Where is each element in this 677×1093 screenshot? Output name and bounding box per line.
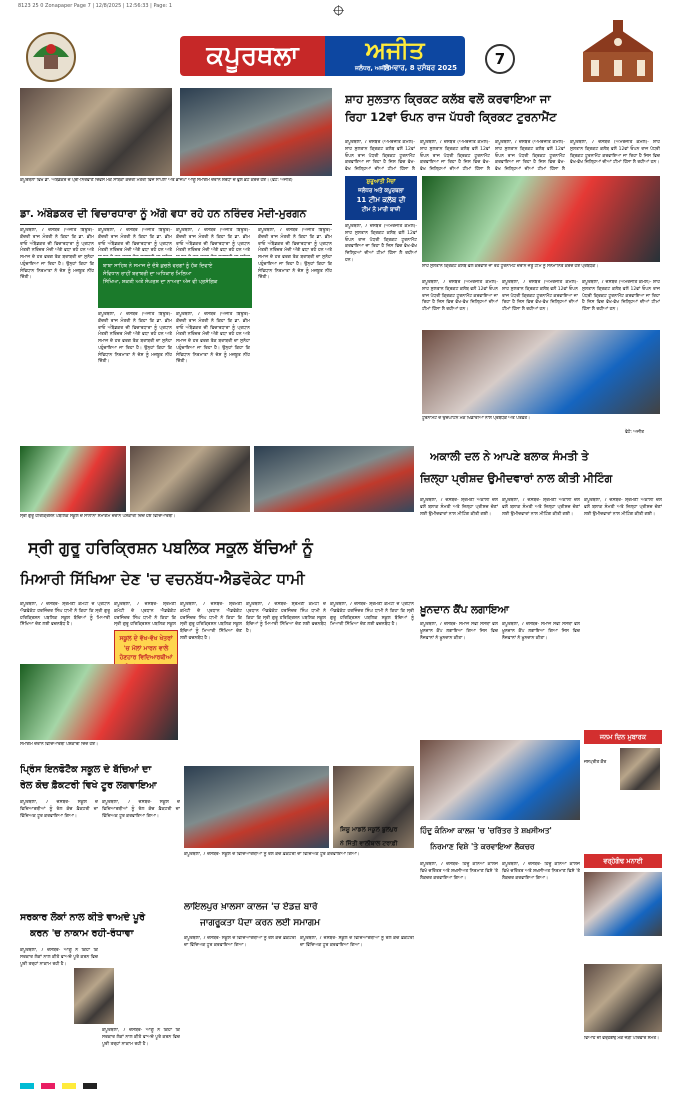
school-headline-line2: ਮਿਆਰੀ ਸਿੱਖਿਆ ਦੇਣ 'ਚ ਵਚਨਬੱਧ-ਐਡਵੋਕੇਟ ਧਾਮੀ [20, 570, 305, 588]
anniversary-photo-2 [584, 964, 662, 1032]
photo-byline: ਫੋਟੋ: ਅਜੀਤ [625, 430, 644, 435]
blood-camp-headline: ਖ਼ੂਨਦਾਨ ਕੈਂਪ ਲਗਾਇਆ [420, 604, 509, 616]
ambedkar-highlight-box [98, 258, 252, 308]
highlight-item: ਸਿੱਖਿਆ, ਸ਼ਕਤੀ ਅਤੇ ਸੰਘਰਸ਼ ਦਾ ਨਾਅਰਾ ਅੱਜ ਵੀ ਪ੍ਰਸੰਗਿਕ [103, 279, 218, 286]
sarkar-headline-line1: ਸਰਕਾਰ ਲੋਕਾਂ ਨਾਲ ਕੀਤੇ ਵਾਅਦੇ ਪੂਰੇ [20, 912, 146, 923]
sarkar-body-1: ਕਪੂਰਥਲਾ, 7 ਦਸੰਬਰ- ਆਗੂ ਨੇ ਕਿਹਾ ਕਿ ਸਰਕਾਰ ਲੋਕਾਂ ਨਾਲ ਕੀਤੇ ਵਾਅਦੇ ਪੂਰੇ ਕਰਨ ਵਿਚ ਪੂਰੀ ਤਰ੍ਹਾਂ ਨਾਕਾਮ ਰਹੀ ਹੈ। [20, 948, 98, 967]
ceremony-photo-caption: ਕਪੂਰਥਲਾ ਵਿਖੇ ਡਾ. ਅੰਬੇਡਕਰ ਦੇ ਪ੍ਰੀ-ਨਿਰਵਾਣ ਦਿਵਸ ਮੌਕੇ ਸਾਬਕਾ ਕੇਂਦਰੀ ਮੰਤਰੀ ਵਿਜੇ ਸਾਂਪਲਾ ਅਤੇ ਭਾਜਪਾ ਆਗੂ ਸਮਾਗਮ ਦੌਰਾਨ ਸ਼ਰਧਾ ਦੇ ਫੁੱਲ ਭੇਟ ਕਰਦੇ ਹੋਏ। (ਫੋਟੋ: ਅਜੀਤ) [20, 178, 293, 183]
akali-body-2: ਕਪੂਰਥਲਾ, 7 ਦਸੰਬਰ- ਸ਼੍ਰੋਮਣੀ ਅਕਾਲੀ ਦਲ ਵਲੋਂ ਬਲਾਕ ਸੰਮਤੀ ਅਤੇ ਜ਼ਿਲ੍ਹਾ ਪ੍ਰੀਸ਼ਦ ਚੋਣਾਂ ਲਈ ਉਮੀਦਵਾਰਾਂ ਨਾਲ ਮੀਟਿੰਗ ਕੀਤੀ ਗਈ। [502, 498, 580, 517]
info-line: 11 ਟੀਮ ਕਲੱਬ ਦੀ [356, 196, 406, 205]
cricket-body-c: ਕਪੂਰਥਲਾ, 7 ਦਸੰਬਰ (ਅਮਰਜੀਤ ਕੋਮਲ)- ਸ਼ਾਹ ਸੁਲਤਾਨ ਕ੍ਰਿਕਟ ਕਲੱਬ ਵਲੋਂ 12ਵਾਂ ਓਪਨ ਰਾਜ ਪੱਧਰੀ ਕ੍ਰਿਕਟ ਟੂਰਨਾਮੈਂਟ ਕਰਵਾਇਆ ਜਾ ਰਿਹਾ ਹੈ ਜਿਸ ਵਿਚ ਵੱਖ-ਵੱਖ ਜ਼ਿਲ੍ਹਿਆਂ ਦੀਆਂ ਟੀਮਾਂ ਹਿੱਸਾ ਲੈ [495, 140, 565, 172]
kanya-headline-line2: ਨਿਰਮਾਣ ਵਿਸ਼ੇ 'ਤੇ ਕਰਵਾਇਆ ਲੈਕਚਰ [430, 842, 535, 851]
edition-subtitle: ਜਲੰਧਰ, ਅਜੀਤ [355, 65, 390, 72]
rail-body-1: ਕਪੂਰਥਲਾ, 7 ਦਸੰਬਰ- ਸਕੂਲ ਦੇ ਵਿਦਿਆਰਥੀਆਂ ਨੂੰ ਰੇਲ ਕੋਚ ਫ਼ੈਕਟਰੀ ਦਾ ਵਿੱਦਿਅਕ ਟੂਰ ਕਰਵਾਇਆ ਗਿਆ। [20, 800, 98, 819]
ambedkar-body-col2: ਕਪੂਰਥਲਾ, 7 ਦਸੰਬਰ (ਅਜੀਤ ਬਿਊਰੋ)- ਕੇਂਦਰੀ ਰਾਜ ਮੰਤਰੀ ਨੇ ਕਿਹਾ ਕਿ ਡਾ. ਭੀਮ ਰਾਓ ਅੰਬੇਡਕਰ ਦੀ ਵਿਚਾਰਧਾਰਾ ਨੂੰ ਪ੍ਰਧਾਨ ਮੰਤਰੀ ਨਰਿੰਦਰ ਮੋਦੀ ਅੱਗੇ ਵਧਾ ਰਹੇ ਹਨ ਅਤੇ [98, 228, 172, 254]
magenta-swatch [41, 1083, 55, 1089]
cricket-photo-caption-2: ਟੂਰਨਾਮੈਂਟ ਦੇ ਉਦਘਾਟਨ ਮੌਕੇ ਖਿਡਾਰੀਆਂ ਨਾਲ ਪ੍ਰਬੰਧਕ ਅਤੇ ਪਤਵੰਤੇ। [422, 416, 530, 421]
paper-title-text: ਅਜੀਤ [365, 36, 425, 64]
school-headline-line1: ਸ੍ਰੀ ਗੁਰੂ ਹਰਿਕ੍ਰਿਸ਼ਨ ਪਬਲਿਕ ਸਕੂਲ ਬੱਚਿਆਂ ਨੂੰ [28, 538, 313, 557]
ambedkar-body-col3b: ਕਪੂਰਥਲਾ, 7 ਦਸੰਬਰ (ਅਜੀਤ ਬਿਊਰੋ)- ਕੇਂਦਰੀ ਰਾਜ ਮੰਤਰੀ ਨੇ ਕਿਹਾ ਕਿ ਡਾ. ਭੀਮ ਰਾਓ ਅੰਬੇਡਕਰ ਦੀ ਵਿਚਾਰਧਾਰਾ ਨੂੰ ਪ੍ਰਧਾਨ ਮੰਤਰੀ ਨਰਿੰਦਰ ਮੋਦੀ ਅੱਗੇ ਵਧਾ ਰਹੇ ਹਨ ਅਤੇ ਸਮਾਜ ਦੇ ਹਰ ਵਰਗ ਤੱਕ ਬਰਾਬਰੀ ਦਾ ਸੁਨੇਹਾ ਪਹੁੰਚਾਇਆ ਜਾ ਰਿਹਾ ਹੈ। ਉਨ੍ਹਾਂ ਕਿਹਾ ਕਿ ਸੰਵਿਧਾਨ ਨਿਰਮਾਤਾ ਨੇ ਦੇਸ਼ ਨੂੰ ਮਜ਼ਬੂਤ ਨੀਂਹ ਦਿੱਤੀ। [176, 312, 250, 365]
school-event-photo-1 [20, 446, 126, 512]
akali-body-1: ਕਪੂਰਥਲਾ, 7 ਦਸੰਬਰ- ਸ਼੍ਰੋਮਣੀ ਅਕਾਲੀ ਦਲ ਵਲੋਂ ਬਲਾਕ ਸੰਮਤੀ ਅਤੇ ਜ਼ਿਲ੍ਹਾ ਪ੍ਰੀਸ਼ਦ ਚੋਣਾਂ ਲਈ ਉਮੀਦਵਾਰਾਂ ਨਾਲ ਮੀਟਿੰਗ ਕੀਤੀ ਗਈ। [420, 498, 498, 517]
felicitation-photo [180, 88, 332, 176]
masthead-paper-title [325, 36, 465, 76]
akali-headline-line2: ਜ਼ਿਲ੍ਹਾ ਪ੍ਰੀਸ਼ਦ ਉਮੀਦਵਾਰਾਂ ਨਾਲ ਕੀਤੀ ਮੀਟਿੰਗ [420, 472, 613, 485]
cricket-photo-caption: ਸ਼ਾਹ ਸੁਲਤਾਨ ਕ੍ਰਿਕਟ ਕਲੱਬ ਵਲੋਂ ਕਰਵਾਏ ਜਾ ਰਹੇ ਟੂਰਨਾਮੈਂਟ ਦੌਰਾਨ ਜੇਤੂ ਟੀਮ ਨੂੰ ਸਨਮਾਨਿਤ ਕਰਦੇ ਹੋਏ ਪ੍ਰਬੰਧਕ। [422, 264, 599, 269]
birthday-name: ਜਸਪ੍ਰੀਤ ਕੌਰ [584, 760, 607, 765]
cricket-inauguration-photo [422, 330, 660, 414]
birthday-photo [620, 748, 660, 790]
ambedkar-body-col3: ਕਪੂਰਥਲਾ, 7 ਦਸੰਬਰ (ਅਜੀਤ ਬਿਊਰੋ)- ਕੇਂਦਰੀ ਰਾਜ ਮੰਤਰੀ ਨੇ ਕਿਹਾ ਕਿ ਡਾ. ਭੀਮ ਰਾਓ ਅੰਬੇਡਕਰ ਦੀ ਵਿਚਾਰਧਾਰਾ ਨੂੰ ਪ੍ਰਧਾਨ ਮੰਤਰੀ ਨਰਿੰਦਰ ਮੋਦੀ ਅੱਗੇ ਵਧਾ ਰਹੇ ਹਨ ਅਤੇ [176, 228, 250, 254]
birthday-label: ਜਨਮ ਦਿਨ ਮੁਬਾਰਕ [584, 730, 662, 744]
cricket-body-b: ਕਪੂਰਥਲਾ, 7 ਦਸੰਬਰ (ਅਮਰਜੀਤ ਕੋਮਲ)- ਸ਼ਾਹ ਸੁਲਤਾਨ ਕ੍ਰਿਕਟ ਕਲੱਬ ਵਲੋਂ 12ਵਾਂ ਓਪਨ ਰਾਜ ਪੱਧਰੀ ਕ੍ਰਿਕਟ ਟੂਰਨਾਮੈਂਟ ਕਰਵਾਇਆ ਜਾ ਰਿਹਾ ਹੈ ਜਿਸ ਵਿਚ ਵੱਖ-ਵੱਖ ਜ਼ਿਲ੍ਹਿਆਂ ਦੀਆਂ ਟੀਮਾਂ ਹਿੱਸਾ ਲੈ [420, 140, 490, 172]
highlight-item: ਸੰਵਿਧਾਨ ਰਾਹੀਂ ਬਰਾਬਰੀ ਦਾ ਅਧਿਕਾਰ ਮਿਲਿਆ [103, 271, 192, 278]
school-highlight-box: ਸਕੂਲ ਦੇ ਵੱਖ-ਵੱਖ ਖੇਤਰਾਂ 'ਚ ਮੱਲਾਂ ਮਾਰਨ ਵਾਲੇ ਹੋਣਹਾਰ ਵਿਦਿਆਰਥੀਆਂ [114, 630, 178, 686]
school-event-photo-3 [254, 446, 414, 512]
akali-body-3: ਕਪੂਰਥਲਾ, 7 ਦਸੰਬਰ- ਸ਼੍ਰੋਮਣੀ ਅਕਾਲੀ ਦਲ ਵਲੋਂ ਬਲਾਕ ਸੰਮਤੀ ਅਤੇ ਜ਼ਿਲ੍ਹਾ ਪ੍ਰੀਸ਼ਦ ਚੋਣਾਂ ਲਈ ਉਮੀਦਵਾਰਾਂ ਨਾਲ ਮੀਟਿੰਗ ਕੀਤੀ ਗਈ। [584, 498, 662, 517]
ambedkar-body-col1: ਕਪੂਰਥਲਾ, 7 ਦਸੰਬਰ (ਅਜੀਤ ਬਿਊਰੋ)- ਕੇਂਦਰੀ ਰਾਜ ਮੰਤਰੀ ਨੇ ਕਿਹਾ ਕਿ ਡਾ. ਭੀਮ ਰਾਓ ਅੰਬੇਡਕਰ ਦੀ ਵਿਚਾਰਧਾਰਾ ਨੂੰ ਪ੍ਰਧਾਨ ਮੰਤਰੀ ਨਰਿੰਦਰ ਮੋਦੀ ਅੱਗੇ ਵਧਾ ਰਹੇ ਹਨ ਅਤੇ ਸਮਾਜ ਦੇ ਹਰ ਵਰਗ ਤੱਕ ਬਰਾਬਰੀ ਦਾ ਸੁਨੇਹਾ ਪਹੁੰਚਾਇਆ ਜਾ ਰਿਹਾ ਹੈ। ਉਨ੍ਹਾਂ ਕਿਹਾ ਕਿ ਸੰਵਿਧਾਨ ਨਿਰਮਾਤਾ ਨੇ ਦੇਸ਼ ਨੂੰ ਮਜ਼ਬੂਤ ਨੀਂਹ ਦਿੱਤੀ। [20, 228, 94, 281]
college-guest-photo [333, 766, 414, 848]
sarkar-headline-line2: ਕਰਨ 'ਚ ਨਾਕਾਮ ਰਹੀ-ਰੰਧਾਵਾ [30, 928, 134, 939]
school-photo-caption: ਸਮਾਗਮ ਦੌਰਾਨ ਵਿਦਿਆਰਥੀ ਪੇਸ਼ਕਾਰੀ ਦਿੰਦੇ ਹੋਏ। [20, 742, 98, 747]
school-body-5: ਕਪੂਰਥਲਾ, 7 ਦਸੰਬਰ- ਸ਼੍ਰੋਮਣੀ ਕਮੇਟੀ ਦੇ ਪ੍ਰਧਾਨ ਐਡਵੋਕੇਟ ਹਰਜਿੰਦਰ ਸਿੰਘ ਧਾਮੀ ਨੇ ਕਿਹਾ ਕਿ ਸ੍ਰੀ ਗੁਰੂ ਹਰਿਕ੍ਰਿਸ਼ਨ ਪਬਲਿਕ ਸਕੂਲ ਬੱਚਿਆਂ ਨੂੰ ਮਿਆਰੀ ਸਿੱਖਿਆ ਦੇਣ ਲਈ ਵਚਨਬੱਧ ਹੈ। [330, 602, 414, 628]
rail-headline-line2: ਰੇਲ ਕੋਚ ਫ਼ੈਕਟਰੀ ਵਿਖੇ ਟੂਰ ਲਗਵਾਇਆ [20, 780, 157, 791]
yellow-swatch [62, 1083, 76, 1089]
leader-portrait [74, 968, 114, 1024]
cyan-swatch [20, 1083, 34, 1089]
left-emblem-icon [20, 25, 82, 85]
cricket-headline-line1: ਸ਼ਾਹ ਸੁਲਤਾਨ ਕ੍ਰਿਕਟ ਕਲੱਬ ਵਲੋਂ ਕਰਵਾਇਆ ਜਾ [345, 92, 551, 106]
school-body-3: ਕਪੂਰਥਲਾ, 7 ਦਸੰਬਰ- ਸ਼੍ਰੋਮਣੀ ਕਮੇਟੀ ਦੇ ਪ੍ਰਧਾਨ ਐਡਵੋਕੇਟ ਹਰਜਿੰਦਰ ਸਿੰਘ ਧਾਮੀ ਨੇ ਕਿਹਾ ਕਿ ਸ੍ਰੀ ਗੁਰੂ ਹਰਿਕ੍ਰਿਸ਼ਨ ਪਬਲਿਕ ਸਕੂਲ ਬੱਚਿਆਂ ਨੂੰ ਮਿਆਰੀ ਸਿੱਖਿਆ ਦੇਣ ਲਈ ਵਚਨਬੱਧ ਹੈ। [180, 602, 242, 641]
ceremony-photo [20, 88, 172, 176]
edition-date: ਸੋਮਵਾਰ, 8 ਦਸੰਬਰ 2025 [384, 64, 457, 72]
school-body-4: ਕਪੂਰਥਲਾ, 7 ਦਸੰਬਰ- ਸ਼੍ਰੋਮਣੀ ਕਮੇਟੀ ਦੇ ਪ੍ਰਧਾਨ ਐਡਵੋਕੇਟ ਹਰਜਿੰਦਰ ਸਿੰਘ ਧਾਮੀ ਨੇ ਕਿਹਾ ਕਿ ਸ੍ਰੀ ਗੁਰੂ ਹਰਿਕ੍ਰਿਸ਼ਨ ਪਬਲਿਕ ਸਕੂਲ ਬੱਚਿਆਂ ਨੂੰ ਮਿਆਰੀ ਸਿੱਖਿਆ ਦੇਣ ਲਈ ਵਚਨਬੱਧ ਹੈ। [246, 602, 326, 634]
rail-body-2: ਕਪੂਰਥਲਾ, 7 ਦਸੰਬਰ- ਸਕੂਲ ਦੇ ਵਿਦਿਆਰਥੀਆਂ ਨੂੰ ਰੇਲ ਕੋਚ ਫ਼ੈਕਟਰੀ ਦਾ ਵਿੱਦਿਅਕ ਟੂਰ ਕਰਵਾਇਆ ਗਿਆ। [102, 800, 180, 819]
cricket-body-f: ਕਪੂਰਥਲਾ, 7 ਦਸੰਬਰ (ਅਮਰਜੀਤ ਕੋਮਲ)- ਸ਼ਾਹ ਸੁਲਤਾਨ ਕ੍ਰਿਕਟ ਕਲੱਬ ਵਲੋਂ 12ਵਾਂ ਓਪਨ ਰਾਜ ਪੱਧਰੀ ਕ੍ਰਿਕਟ ਟੂਰਨਾਮੈਂਟ ਕਰਵਾਇਆ ਜਾ ਰਿਹਾ ਹੈ ਜਿਸ ਵਿਚ ਵੱਖ-ਵੱਖ ਜ਼ਿਲ੍ਹਿਆਂ ਦੀਆਂ ਟੀਮਾਂ ਹਿੱਸਾ ਲੈ ਰਹੀਆਂ ਹਨ। [422, 280, 498, 312]
college-body-2: ਕਪੂਰਥਲਾ, 7 ਦਸੰਬਰ- ਸਕੂਲ ਦੇ ਵਿਦਿਆਰਥੀਆਂ ਨੂੰ ਰੇਲ ਕੋਚ ਫ਼ੈਕਟਰੀ ਦਾ ਵਿੱਦਿਅਕ ਟੂਰ ਕਰਵਾਇਆ ਗਿਆ। [184, 936, 296, 948]
page-number-badge [485, 44, 515, 74]
blood-camp-body-2: ਕਪੂਰਥਲਾ, 7 ਦਸੰਬਰ- ਸਮਾਜ ਸੇਵੀ ਸੰਸਥਾ ਵਲੋਂ ਖ਼ੂਨਦਾਨ ਕੈਂਪ ਲਗਾਇਆ ਗਿਆ ਜਿਸ ਵਿਚ ਨੌਜਵਾਨਾਂ ਨੇ ਖ਼ੂਨਦਾਨ ਕੀਤਾ। [502, 622, 580, 641]
school-body-2: ਕਪੂਰਥਲਾ, 7 ਦਸੰਬਰ- ਸ਼੍ਰੋਮਣੀ ਕਮੇਟੀ ਦੇ ਪ੍ਰਧਾਨ ਐਡਵੋਕੇਟ ਹਰਜਿੰਦਰ ਸਿੰਘ ਧਾਮੀ ਨੇ ਕਿਹਾ ਕਿ ਸ੍ਰੀ ਗੁਰੂ ਹਰਿਕ੍ਰਿਸ਼ਨ ਪਬਲਿਕ ਸਕੂਲ [114, 602, 176, 628]
info-line: ਟੀਮ ਨੇ ਮਾਰੀ ਬਾਜ਼ੀ [361, 206, 401, 213]
anniversary-caption: ਵਿਆਹ ਦੀ ਵਰ੍ਹੇਗੰਢ ਮੌਕੇ ਜੋੜੀ ਪਰਿਵਾਰ ਸਮੇਤ। [584, 1036, 659, 1041]
kanya-headline-line1: ਹਿੰਦੂ ਕੰਨਿਆ ਕਾਲਜ 'ਚ 'ਚਰਿੱਤਰ ਤੇ ਸ਼ਖ਼ਸੀਅਤ' [420, 826, 552, 835]
ambedkar-body-col2b: ਕਪੂਰਥਲਾ, 7 ਦਸੰਬਰ (ਅਜੀਤ ਬਿਊਰੋ)- ਕੇਂਦਰੀ ਰਾਜ ਮੰਤਰੀ ਨੇ ਕਿਹਾ ਕਿ ਡਾ. ਭੀਮ ਰਾਓ ਅੰਬੇਡਕਰ ਦੀ ਵਿਚਾਰਧਾਰਾ ਨੂੰ ਪ੍ਰਧਾਨ ਮੰਤਰੀ ਨਰਿੰਦਰ ਮੋਦੀ ਅੱਗੇ ਵਧਾ ਰਹੇ ਹਨ ਅਤੇ ਸਮਾਜ ਦੇ ਹਰ ਵਰਗ ਤੱਕ ਬਰਾਬਰੀ ਦਾ ਸੁਨੇਹਾ ਪਹੁੰਚਾਇਆ ਜਾ ਰਿਹਾ ਹੈ। ਉਨ੍ਹਾਂ ਕਿਹਾ ਕਿ ਸੰਵਿਧਾਨ ਨਿਰਮਾਤਾ ਨੇ ਦੇਸ਼ ਨੂੰ ਮਜ਼ਬੂਤ ਨੀਂਹ ਦਿੱਤੀ। [98, 312, 172, 365]
college-body-3: ਕਪੂਰਥਲਾ, 7 ਦਸੰਬਰ- ਸਕੂਲ ਦੇ ਵਿਦਿਆਰਥੀਆਂ ਨੂੰ ਰੇਲ ਕੋਚ ਫ਼ੈਕਟਰੀ ਦਾ ਵਿੱਦਿਅਕ ਟੂਰ ਕਰਵਾਇਆ ਗਿਆ। [300, 936, 414, 948]
cricket-body-e: ਕਪੂਰਥਲਾ, 7 ਦਸੰਬਰ (ਅਮਰਜੀਤ ਕੋਮਲ)- ਸ਼ਾਹ ਸੁਲਤਾਨ ਕ੍ਰਿਕਟ ਕਲੱਬ ਵਲੋਂ 12ਵਾਂ ਓਪਨ ਰਾਜ ਪੱਧਰੀ ਕ੍ਰਿਕਟ ਟੂਰਨਾਮੈਂਟ ਕਰਵਾਇਆ ਜਾ ਰਿਹਾ ਹੈ ਜਿਸ ਵਿਚ ਵੱਖ-ਵੱਖ ਜ਼ਿਲ੍ਹਿਆਂ ਦੀਆਂ ਟੀਮਾਂ ਹਿੱਸਾ ਲੈ ਰਹੀਆਂ ਹਨ। [345, 224, 417, 263]
kanya-body-2: ਕਪੂਰਥਲਾ, 7 ਦਸੰਬਰ- ਹਿੰਦੂ ਕੰਨਿਆ ਕਾਲਜ ਵਿਖੇ ਚਰਿੱਤਰ ਅਤੇ ਸ਼ਖ਼ਸੀਅਤ ਨਿਰਮਾਣ ਵਿਸ਼ੇ 'ਤੇ ਲੈਕਚਰ ਕਰਵਾਇਆ ਗਿਆ। [502, 862, 580, 881]
cricket-body-h: ਕਪੂਰਥਲਾ, 7 ਦਸੰਬਰ (ਅਮਰਜੀਤ ਕੋਮਲ)- ਸ਼ਾਹ ਸੁਲਤਾਨ ਕ੍ਰਿਕਟ ਕਲੱਬ ਵਲੋਂ 12ਵਾਂ ਓਪਨ ਰਾਜ ਪੱਧਰੀ ਕ੍ਰਿਕਟ ਟੂਰਨਾਮੈਂਟ ਕਰਵਾਇਆ ਜਾ ਰਿਹਾ ਹੈ ਜਿਸ ਵਿਚ ਵੱਖ-ਵੱਖ ਜ਼ਿਲ੍ਹਿਆਂ ਦੀਆਂ ਟੀਮਾਂ ਹਿੱਸਾ ਲੈ ਰਹੀਆਂ ਹਨ। [582, 280, 660, 312]
page-number: 7 [494, 50, 506, 68]
college-headline-line2: ਜਾਗਰੂਕਤਾ ਪੈਦਾ ਕਰਨ ਲਈ ਸਮਾਗਮ [200, 918, 321, 928]
divider [20, 224, 332, 225]
anniversary-label: ਵਰ੍ਹੇਗੰਢ ਮਨਾਈ [584, 854, 662, 868]
masthead [180, 36, 480, 78]
cricket-body-g: ਕਪੂਰਥਲਾ, 7 ਦਸੰਬਰ (ਅਮਰਜੀਤ ਕੋਮਲ)- ਸ਼ਾਹ ਸੁਲਤਾਨ ਕ੍ਰਿਕਟ ਕਲੱਬ ਵਲੋਂ 12ਵਾਂ ਓਪਨ ਰਾਜ ਪੱਧਰੀ ਕ੍ਰਿਕਟ ਟੂਰਨਾਮੈਂਟ ਕਰਵਾਇਆ ਜਾ ਰਿਹਾ ਹੈ ਜਿਸ ਵਿਚ ਵੱਖ-ਵੱਖ ਜ਼ਿਲ੍ਹਿਆਂ ਦੀਆਂ ਟੀਮਾਂ ਹਿੱਸਾ ਲੈ ਰਹੀਆਂ ਹਨ। [502, 280, 578, 312]
ambedkar-headline: ਡਾ. ਅੰਬੇਡਕਰ ਦੀ ਵਿਚਾਰਧਾਰਾ ਨੂੰ ਅੱਗੇ ਵਧਾ ਰਹੇ ਹਨ ਨਰਿੰਦਰ ਮੋਦੀ-ਮੁਰਗਨ [20, 208, 307, 220]
school-event-photo-2 [130, 446, 250, 512]
crosshair-icon [333, 1, 344, 12]
cricket-body-a: ਕਪੂਰਥਲਾ, 7 ਦਸੰਬਰ (ਅਮਰਜੀਤ ਕੋਮਲ)- ਸ਼ਾਹ ਸੁਲਤਾਨ ਕ੍ਰਿਕਟ ਕਲੱਬ ਵਲੋਂ 12ਵਾਂ ਓਪਨ ਰਾਜ ਪੱਧਰੀ ਕ੍ਰਿਕਟ ਟੂਰਨਾਮੈਂਟ ਕਰਵਾਇਆ ਜਾ ਰਿਹਾ ਹੈ ਜਿਸ ਵਿਚ ਵੱਖ-ਵੱਖ ਜ਼ਿਲ੍ਹਿਆਂ ਦੀਆਂ ਟੀਮਾਂ ਹਿੱਸਾ ਲੈ [345, 140, 415, 172]
college-headline-line1: ਲਾਇਲਪੁਰ ਖ਼ਾਲਸਾ ਕਾਲਜ 'ਚ ਏਡਜ਼ ਬਾਰੇ [184, 902, 318, 912]
akali-headline-line1: ਅਕਾਲੀ ਦਲ ਨੇ ਆਪਣੇ ਬਲਾਕ ਸੰਮਤੀ ਤੇ [430, 450, 589, 463]
shishu-headline-line2: ਨੇ ਜਿੱਤੀ ਵਾਲੀਬਾਲ ਟਰਾਫ਼ੀ [340, 840, 398, 847]
black-swatch [83, 1083, 97, 1089]
sarkar-body-2: ਕਪੂਰਥਲਾ, 7 ਦਸੰਬਰ- ਆਗੂ ਨੇ ਕਿਹਾ ਕਿ ਸਰਕਾਰ ਲੋਕਾਂ ਨਾਲ ਕੀਤੇ ਵਾਅਦੇ ਪੂਰੇ ਕਰਨ ਵਿਚ ਪੂਰੀ ਤਰ੍ਹਾਂ ਨਾਕਾਮ ਰਹੀ ਹੈ। [102, 1028, 180, 1047]
info-line: ਜਲੰਧਰ ਅਤੇ ਕਪੂਰਥਲਾ [358, 187, 404, 194]
cricket-body-d: ਕਪੂਰਥਲਾ, 7 ਦਸੰਬਰ (ਅਮਰਜੀਤ ਕੋਮਲ)- ਸ਼ਾਹ ਸੁਲਤਾਨ ਕ੍ਰਿਕਟ ਕਲੱਬ ਵਲੋਂ 12ਵਾਂ ਓਪਨ ਰਾਜ ਪੱਧਰੀ ਕ੍ਰਿਕਟ ਟੂਰਨਾਮੈਂਟ ਕਰਵਾਇਆ ਜਾ ਰਿਹਾ ਹੈ ਜਿਸ ਵਿਚ ਵੱਖ-ਵੱਖ ਜ਼ਿਲ੍ਹਿਆਂ ਦੀਆਂ ਟੀਮਾਂ ਹਿੱਸਾ ਲੈ ਰਹੀਆਂ ਹਨ। [570, 140, 660, 166]
blood-camp-body-1: ਕਪੂਰਥਲਾ, 7 ਦਸੰਬਰ- ਸਮਾਜ ਸੇਵੀ ਸੰਸਥਾ ਵਲੋਂ ਖ਼ੂਨਦਾਨ ਕੈਂਪ ਲਗਾਇਆ ਗਿਆ ਜਿਸ ਵਿਚ ਨੌਜਵਾਨਾਂ ਨੇ ਖ਼ੂਨਦਾਨ ਕੀਤਾ। [420, 622, 498, 641]
city-title-text: ਕਪੂਰਥਲਾ [206, 40, 299, 71]
clock-tower-icon [577, 18, 659, 86]
cricket-team-photo [422, 176, 660, 262]
school-students-photo [20, 664, 178, 740]
college-event-photo [184, 766, 329, 848]
rail-headline-line1: ਪ੍ਰਿੰਸ ਇਨਫੋਟੈਕ ਸਕੂਲ ਦੇ ਬੱਚਿਆਂ ਦਾ [20, 764, 152, 775]
blood-camp-photo [420, 740, 580, 820]
school-body-1: ਕਪੂਰਥਲਾ, 7 ਦਸੰਬਰ- ਸ਼੍ਰੋਮਣੀ ਕਮੇਟੀ ਦੇ ਪ੍ਰਧਾਨ ਐਡਵੋਕੇਟ ਹਰਜਿੰਦਰ ਸਿੰਘ ਧਾਮੀ ਨੇ ਕਿਹਾ ਕਿ ਸ੍ਰੀ ਗੁਰੂ ਹਰਿਕ੍ਰਿਸ਼ਨ ਪਬਲਿਕ ਸਕੂਲ ਬੱਚਿਆਂ ਨੂੰ ਮਿਆਰੀ ਸਿੱਖਿਆ ਦੇਣ ਲਈ ਵਚਨਬੱਧ ਹੈ। [20, 602, 110, 628]
school-strip-caption: ਸ੍ਰੀ ਗੁਰੂ ਹਰਿਕ੍ਰਿਸ਼ਨ ਪਬਲਿਕ ਸਕੂਲ ਦੇ ਸਾਲਾਨਾ ਸਮਾਗਮ ਦੌਰਾਨ ਪੇਸ਼ਕਾਰੀ ਦਿੰਦੇ ਹੋਏ ਵਿਦਿਆਰਥੀ। [20, 514, 176, 519]
masthead-city-title [180, 36, 325, 76]
ambedkar-body-col4: ਕਪੂਰਥਲਾ, 7 ਦਸੰਬਰ (ਅਜੀਤ ਬਿਊਰੋ)- ਕੇਂਦਰੀ ਰਾਜ ਮੰਤਰੀ ਨੇ ਕਿਹਾ ਕਿ ਡਾ. ਭੀਮ ਰਾਓ ਅੰਬੇਡਕਰ ਦੀ ਵਿਚਾਰਧਾਰਾ ਨੂੰ ਪ੍ਰਧਾਨ ਮੰਤਰੀ ਨਰਿੰਦਰ ਮੋਦੀ ਅੱਗੇ ਵਧਾ ਰਹੇ ਹਨ ਅਤੇ ਸਮਾਜ ਦੇ ਹਰ ਵਰਗ ਤੱਕ ਬਰਾਬਰੀ ਦਾ ਸੁਨੇਹਾ ਪਹੁੰਚਾਇਆ ਜਾ ਰਿਹਾ ਹੈ। ਉਨ੍ਹਾਂ ਕਿਹਾ ਕਿ ਸੰਵਿਧਾਨ ਨਿਰਮਾਤਾ ਨੇ ਦੇਸ਼ ਨੂੰ ਮਜ਼ਬੂਤ ਨੀਂਹ ਦਿੱਤੀ। [258, 228, 332, 281]
cricket-info-box [345, 176, 417, 220]
info-line: ਸ਼ੁਰੂਆਤੀ ਮੈਚਾਂ [366, 179, 396, 185]
registration-text: 8123 25 0 Zonapaper Page 7 | 12/8/2025 | 12:56:33 | Page: 1 [18, 3, 173, 9]
shishu-headline-line1: ਸ਼ਿਸ਼ੂ ਮਾਡਲ ਸਕੂਲ ਬੂਲਪੁਰ [340, 826, 398, 833]
cmyk-color-bar [20, 1074, 660, 1082]
kanya-body-1: ਕਪੂਰਥਲਾ, 7 ਦਸੰਬਰ- ਹਿੰਦੂ ਕੰਨਿਆ ਕਾਲਜ ਵਿਖੇ ਚਰਿੱਤਰ ਅਤੇ ਸ਼ਖ਼ਸੀਅਤ ਨਿਰਮਾਣ ਵਿਸ਼ੇ 'ਤੇ ਲੈਕਚਰ ਕਰਵਾਇਆ ਗਿਆ। [420, 862, 498, 881]
college-body: ਕਪੂਰਥਲਾ, 7 ਦਸੰਬਰ- ਸਕੂਲ ਦੇ ਵਿਦਿਆਰਥੀਆਂ ਨੂੰ ਰੇਲ ਕੋਚ ਫ਼ੈਕਟਰੀ ਦਾ ਵਿੱਦਿਅਕ ਟੂਰ ਕਰਵਾਇਆ ਗਿਆ। [184, 852, 360, 857]
highlight-item: ਬਾਬਾ ਸਾਹਿਬ ਨੇ ਸਮਾਜ ਦੇ ਦੱਬੇ ਕੁਚਲੇ ਵਰਗਾਂ ਨੂੰ ਹੱਕ ਦਿਵਾਏ [103, 263, 213, 269]
anniversary-photo-1 [584, 872, 662, 936]
cricket-headline-line2: ਰਿਹਾ 12ਵਾਂ ਓਪਨ ਰਾਜ ਪੱਧਰੀ ਕ੍ਰਿਕਟ ਟੂਰਨਾਮੈਂਟ [345, 110, 557, 124]
